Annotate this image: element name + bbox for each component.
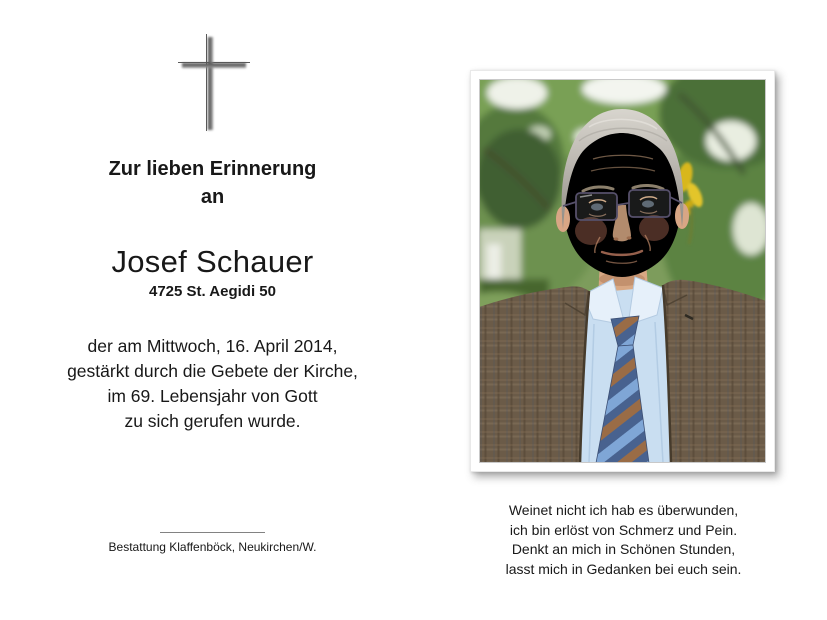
cross-horizontal-bar: [182, 63, 246, 68]
funeral-home-name: Bestattung Klaffenböck, Neukirchen/W.: [108, 540, 317, 554]
deceased-address: 4725 St. Aegidi 50: [148, 283, 276, 300]
intro-text: [0, 155, 425, 211]
cross-icon: [0, 0, 425, 140]
announcement-line-4: zu sich gerufen wurde.: [124, 411, 301, 431]
verse-line-1: Weinet nicht ich hab es überwunden,: [508, 502, 739, 518]
portrait-photo: [479, 79, 766, 463]
cross-vertical-line: [206, 34, 207, 131]
cross-vertical-bar: [208, 37, 213, 130]
death-announcement: [0, 334, 425, 434]
portrait-photo-frame: [470, 70, 775, 472]
verse-line-3: Denkt an mich in Schönen Stunden,: [511, 541, 736, 557]
intro-line-2: an: [200, 186, 225, 208]
verse-line-4: lasst mich in Gedanken bei euch sein.: [505, 560, 742, 577]
verse-line-2: ich bin erlöst von Schmerz und Pein.: [509, 521, 738, 538]
deceased-name: Josef Schauer: [111, 244, 314, 279]
funeral-home-signature: [0, 532, 425, 554]
signature-divider: [160, 532, 265, 533]
intro-line-1: Zur lieben Erinnerung: [108, 158, 317, 180]
announcement-line-1: der am Mittwoch, 16. April 2014,: [87, 336, 338, 356]
memorial-verse: [470, 501, 777, 579]
announcement-line-2: gestärkt durch die Gebete der Kirche,: [67, 361, 358, 381]
announcement-line-3: im 69. Lebensjahr von Gott: [107, 386, 318, 406]
